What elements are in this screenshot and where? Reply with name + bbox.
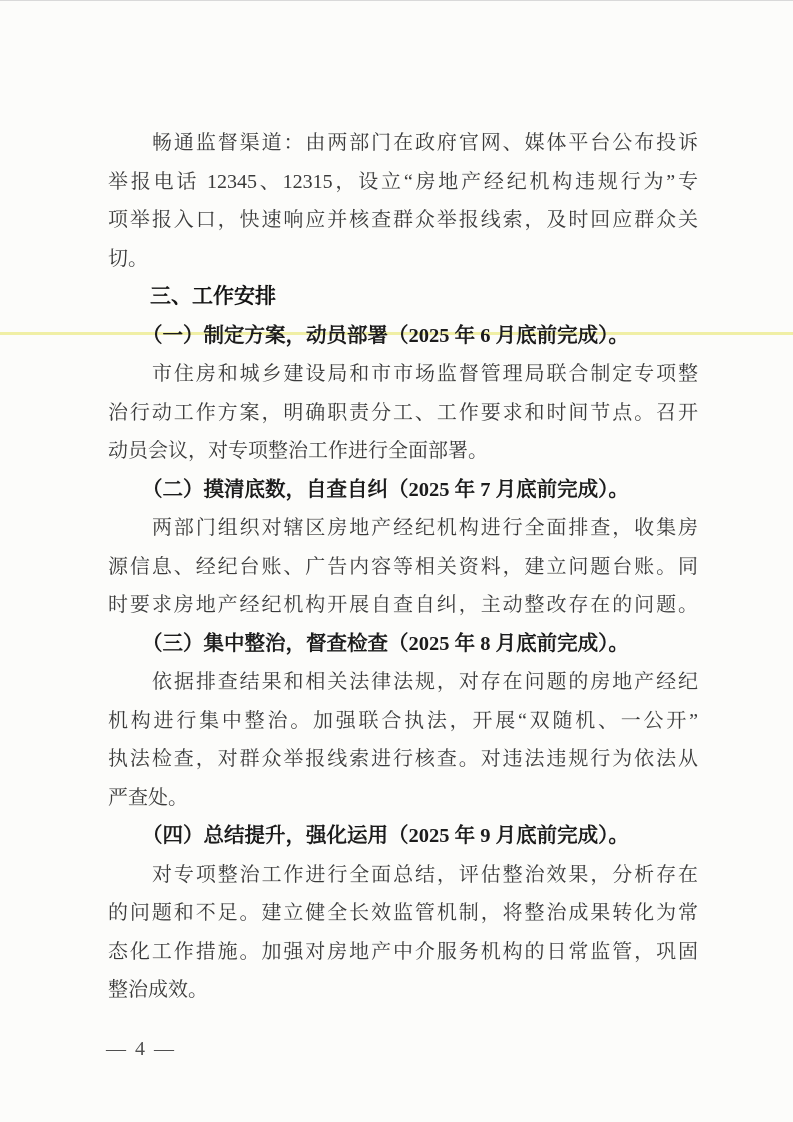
paragraph-line: 对专项整治工作进行全面总结，评估整治效果，分析存在 [152, 863, 698, 886]
paragraph-line: 执法检查，对群众举报线索进行核查。对违法违规行为依法从 [108, 748, 698, 770]
paragraph-line: 严查处。 [108, 786, 188, 809]
paragraph-line: 畅通监督渠道：由两部门在政府官网、媒体平台公布投诉 [152, 132, 698, 154]
paragraph-line: 时要求房地产经纪机构开展自查自纠，主动整改存在的问题。 [108, 594, 698, 616]
paragraph-line: 项举报入口，快速响应并核查群众举报线索，及时回应群众关 [108, 209, 698, 231]
item-heading-3: （三）集中整治，督查检查（2025 年 8 月底前完成）。 [142, 632, 629, 655]
item-heading-2: （二）摸清底数，自查自纠（2025 年 7 月底前完成）。 [142, 478, 629, 501]
scan-edge-line [0, 0, 793, 1]
paragraph-line: 依据排查结果和相关法律法规，对存在问题的房地产经纪 [152, 671, 698, 693]
item-heading-4: （四）总结提升，强化运用（2025 年 9 月底前完成）。 [142, 825, 629, 847]
section-heading-work-arrangement: 三、工作安排 [150, 285, 276, 308]
paragraph-line: 市住房和城乡建设局和市市场监督管理局联合制定专项整 [152, 363, 698, 385]
paragraph-line: 源信息、经纪台账、广告内容等相关资料，建立问题台账。同 [108, 555, 698, 578]
paragraph-line: 机构进行集中整治。加强联合执法，开展“双随机、一公开” [108, 709, 698, 732]
paragraph-line: 动员会议，对专项整治工作进行全面部署。 [108, 440, 488, 462]
paragraph-line: 举报电话 12345、12315，设立“房地产经纪机构违规行为”专 [108, 170, 698, 193]
paragraph-line: 切。 [108, 247, 148, 270]
paragraph-line: 治行动工作方案，明确职责分工、工作要求和时间节点。召开 [108, 401, 698, 424]
paragraph-line: 整治成效。 [108, 979, 208, 1001]
item-heading-1: （一）制定方案，动员部署（2025 年 6 月底前完成）。 [142, 324, 629, 347]
paragraph-line: 的问题和不足。建立健全长效监管机制，将整治成果转化为常 [108, 902, 698, 924]
document-text [108, 124, 698, 1010]
paragraph-line: 两部门组织对辖区房地产经纪机构进行全面排查，收集房 [152, 517, 698, 539]
paragraph-line: 态化工作措施。加强对房地产中介服务机构的日常监管，巩固 [108, 940, 698, 963]
page-number: — 4 — [106, 1038, 176, 1060]
